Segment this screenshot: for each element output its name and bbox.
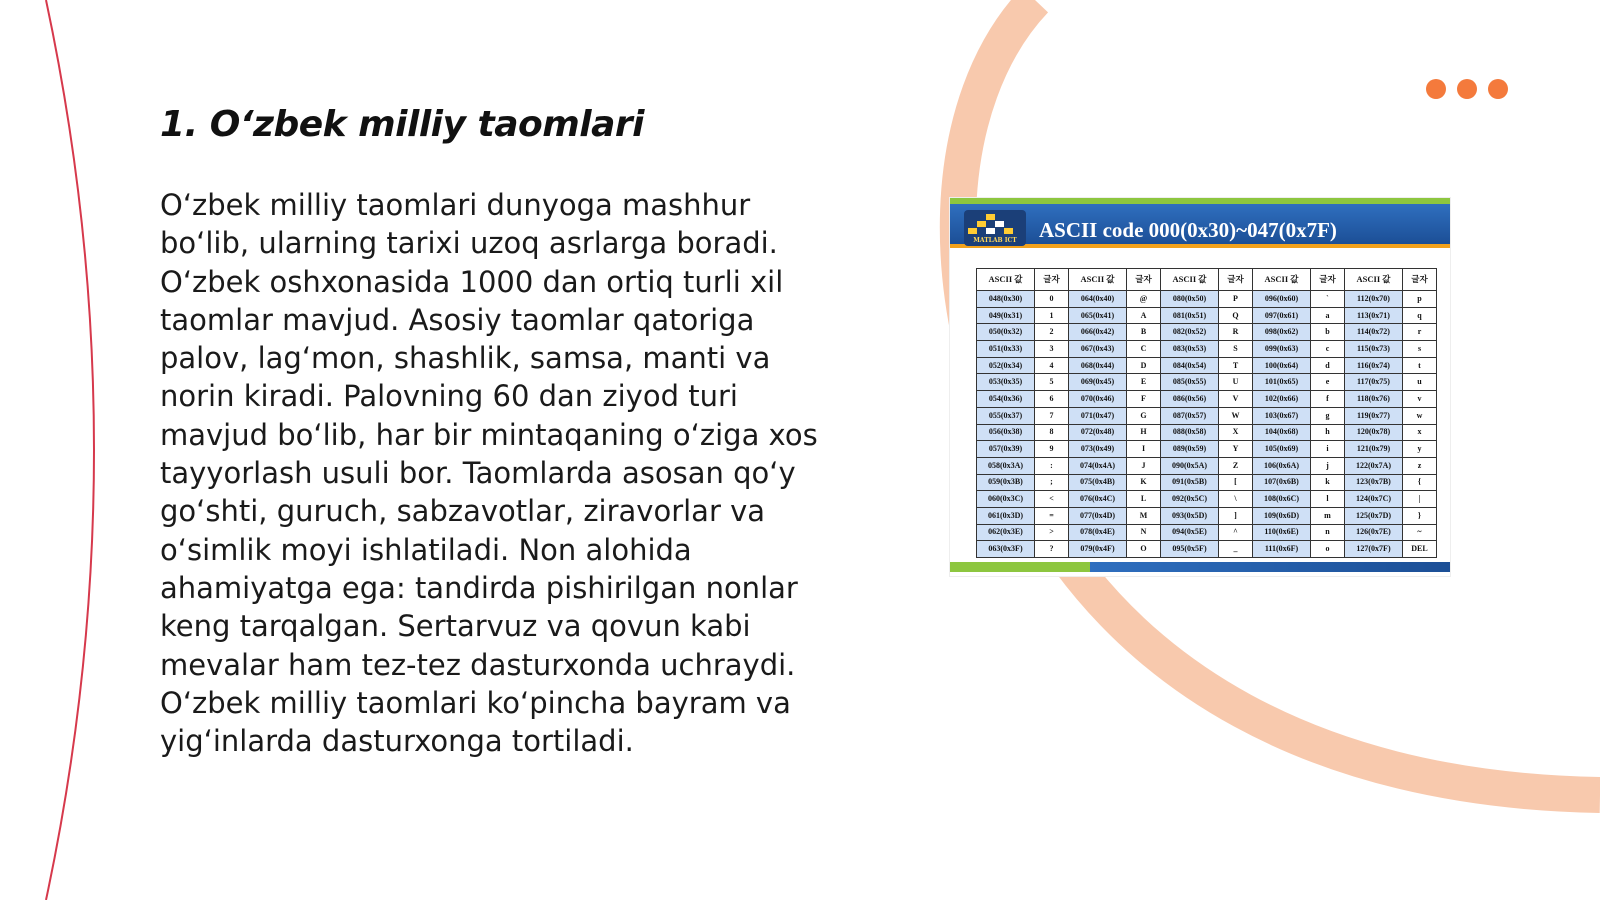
table-cell: 9 [1035,441,1069,458]
table-cell: 103(0x67) [1253,407,1311,424]
table-row [977,407,1437,424]
table-cell: 105(0x69) [1253,441,1311,458]
table-row [977,357,1437,374]
table-cell: n [1311,524,1345,541]
table-cell: 050(0x32) [977,324,1035,341]
table-cell: 084(0x54) [1161,357,1219,374]
table-cell: 1 [1035,307,1069,324]
table-cell: 067(0x43) [1069,341,1127,358]
table-cell: 065(0x41) [1069,307,1127,324]
table-cell: q [1403,307,1437,324]
table-header-cell: ASCII 값 [977,269,1035,291]
table-cell: 068(0x44) [1069,357,1127,374]
table-row [977,457,1437,474]
table-cell: z [1403,457,1437,474]
dot-icon [1488,79,1508,99]
table-cell: T [1219,357,1253,374]
table-cell: 0 [1035,291,1069,308]
image-title: ASCII code 000(0x30)~047(0x7F) [1039,218,1337,242]
table-cell: 123(0x7B) [1345,474,1403,491]
table-cell: 070(0x46) [1069,391,1127,408]
table-cell: 063(0x3F) [977,541,1035,558]
table-cell: e [1311,374,1345,391]
table-row [977,374,1437,391]
table-cell: } [1403,507,1437,524]
table-cell: \ [1219,491,1253,508]
table-cell: I [1127,441,1161,458]
table-cell: G [1127,407,1161,424]
table-cell: 076(0x4C) [1069,491,1127,508]
table-header-cell: 글자 [1035,269,1069,291]
table-cell: 073(0x49) [1069,441,1127,458]
table-header-cell: ASCII 값 [1345,269,1403,291]
table-cell: [ [1219,474,1253,491]
table-cell: 053(0x35) [977,374,1035,391]
table-cell: 122(0x7A) [1345,457,1403,474]
table-cell: ] [1219,507,1253,524]
table-cell: b [1311,324,1345,341]
table-cell: a [1311,307,1345,324]
table-cell: s [1403,341,1437,358]
table-cell: 078(0x4E) [1069,524,1127,541]
table-cell: B [1127,324,1161,341]
table-cell: o [1311,541,1345,558]
image-header-bar [950,204,1450,248]
table-cell: 096(0x60) [1253,291,1311,308]
table-cell: 106(0x6A) [1253,457,1311,474]
table-cell: h [1311,424,1345,441]
table-cell: R [1219,324,1253,341]
table-cell: 119(0x77) [1345,407,1403,424]
table-cell: 108(0x6C) [1253,491,1311,508]
table-cell: Z [1219,457,1253,474]
table-cell: 069(0x45) [1069,374,1127,391]
table-cell: 100(0x64) [1253,357,1311,374]
table-cell: 110(0x6E) [1253,524,1311,541]
table-cell: C [1127,341,1161,358]
table-cell: A [1127,307,1161,324]
table-cell: 120(0x78) [1345,424,1403,441]
slide-title: 1. O‘zbek milliy taomlari [160,104,644,145]
table-cell: { [1403,474,1437,491]
table-cell: K [1127,474,1161,491]
table-cell: ~ [1403,524,1437,541]
table-cell: M [1127,507,1161,524]
table-cell: 101(0x65) [1253,374,1311,391]
table-row [977,324,1437,341]
table-cell: 087(0x57) [1161,407,1219,424]
table-row [977,491,1437,508]
table-header-cell: ASCII 값 [1253,269,1311,291]
table-cell: 081(0x51) [1161,307,1219,324]
table-cell: 115(0x73) [1345,341,1403,358]
table-cell: 3 [1035,341,1069,358]
table-row [977,341,1437,358]
table-cell: 095(0x5F) [1161,541,1219,558]
table-cell: U [1219,374,1253,391]
table-cell: 111(0x6F) [1253,541,1311,558]
table-cell: 055(0x37) [977,407,1035,424]
table-cell: DEL [1403,541,1437,558]
table-cell: @ [1127,291,1161,308]
table-header-cell: 글자 [1403,269,1437,291]
table-cell: w [1403,407,1437,424]
table-cell: v [1403,391,1437,408]
table-cell: x [1403,424,1437,441]
table-cell: Q [1219,307,1253,324]
table-cell: 4 [1035,357,1069,374]
table-cell: : [1035,457,1069,474]
table-cell: 092(0x5C) [1161,491,1219,508]
table-cell: X [1219,424,1253,441]
table-cell: 113(0x71) [1345,307,1403,324]
table-cell: 104(0x68) [1253,424,1311,441]
table-cell: 060(0x3C) [977,491,1035,508]
table-cell: 075(0x4B) [1069,474,1127,491]
table-row [977,524,1437,541]
table-cell: 126(0x7E) [1345,524,1403,541]
table-cell: y [1403,441,1437,458]
table-cell: 077(0x4D) [1069,507,1127,524]
table-cell: S [1219,341,1253,358]
table-cell: 080(0x50) [1161,291,1219,308]
table-cell: D [1127,357,1161,374]
table-cell: 5 [1035,374,1069,391]
table-cell: 116(0x74) [1345,357,1403,374]
table-cell: 090(0x5A) [1161,457,1219,474]
left-red-line [46,0,94,900]
table-cell: H [1127,424,1161,441]
table-cell: 107(0x6B) [1253,474,1311,491]
table-row [977,474,1437,491]
table-cell: l [1311,491,1345,508]
table-cell: ? [1035,541,1069,558]
table-header-cell: ASCII 값 [1161,269,1219,291]
table-cell: 062(0x3E) [977,524,1035,541]
ascii-table [976,268,1437,558]
table-cell: 094(0x5E) [1161,524,1219,541]
dot-icon [1457,79,1477,99]
table-cell: 7 [1035,407,1069,424]
table-cell: r [1403,324,1437,341]
table-cell: W [1219,407,1253,424]
image-footer-bar [950,562,1450,572]
table-cell: 079(0x4F) [1069,541,1127,558]
table-cell: j [1311,457,1345,474]
table-cell: 083(0x53) [1161,341,1219,358]
table-cell: 052(0x34) [977,357,1035,374]
table-cell: E [1127,374,1161,391]
table-cell: f [1311,391,1345,408]
table-cell: V [1219,391,1253,408]
table-cell: ` [1311,291,1345,308]
table-cell: 121(0x79) [1345,441,1403,458]
table-cell: F [1127,391,1161,408]
table-cell: i [1311,441,1345,458]
table-cell: 061(0x3D) [977,507,1035,524]
table-header-cell: 글자 [1219,269,1253,291]
dot-icon [1426,79,1446,99]
table-cell: O [1127,541,1161,558]
table-cell: 058(0x3A) [977,457,1035,474]
table-cell: 089(0x59) [1161,441,1219,458]
table-cell: L [1127,491,1161,508]
table-row [977,291,1437,308]
table-cell: g [1311,407,1345,424]
table-cell: 102(0x66) [1253,391,1311,408]
table-cell: 093(0x5D) [1161,507,1219,524]
table-cell: P [1219,291,1253,308]
logo-text: MATLAB ICT [973,237,1017,244]
table-cell: ; [1035,474,1069,491]
table-cell: 118(0x76) [1345,391,1403,408]
table-cell: ^ [1219,524,1253,541]
table-cell: d [1311,357,1345,374]
table-cell: 124(0x7C) [1345,491,1403,508]
table-cell: J [1127,457,1161,474]
table-cell: _ [1219,541,1253,558]
table-row [977,391,1437,408]
table-row [977,541,1437,558]
table-cell: 8 [1035,424,1069,441]
table-cell: 057(0x39) [977,441,1035,458]
table-cell: 2 [1035,324,1069,341]
table-cell: u [1403,374,1437,391]
table-cell: < [1035,491,1069,508]
table-cell: > [1035,524,1069,541]
table-cell: 049(0x31) [977,307,1035,324]
table-cell: 088(0x58) [1161,424,1219,441]
table-cell: k [1311,474,1345,491]
table-cell: t [1403,357,1437,374]
table-cell: N [1127,524,1161,541]
table-cell: 109(0x6D) [1253,507,1311,524]
table-cell: 112(0x70) [1345,291,1403,308]
table-cell: 071(0x47) [1069,407,1127,424]
table-row [977,307,1437,324]
table-cell: 064(0x40) [1069,291,1127,308]
table-cell: 082(0x52) [1161,324,1219,341]
table-cell: m [1311,507,1345,524]
table-cell: 066(0x42) [1069,324,1127,341]
table-cell: | [1403,491,1437,508]
table-cell: 054(0x36) [977,391,1035,408]
table-cell: 091(0x5B) [1161,474,1219,491]
table-cell: 127(0x7F) [1345,541,1403,558]
table-cell: 097(0x61) [1253,307,1311,324]
table-cell: 085(0x55) [1161,374,1219,391]
table-header-cell: 글자 [1311,269,1345,291]
table-cell: 072(0x48) [1069,424,1127,441]
table-cell: 6 [1035,391,1069,408]
table-cell: 099(0x63) [1253,341,1311,358]
table-cell: = [1035,507,1069,524]
table-header-cell: 글자 [1127,269,1161,291]
table-cell: 059(0x3B) [977,474,1035,491]
table-row [977,441,1437,458]
table-cell: 056(0x38) [977,424,1035,441]
table-cell: 051(0x33) [977,341,1035,358]
slide-body-text: O‘zbek milliy taomlari dunyoga mashhur bo‘lib, ularning tarixi uzoq asrlarga boradi. O‘zbek oshxonasida 1000 dan ortiq turli xil taomlar mavjud. Asosiy taomlar qatoriga palov, lag‘mon, shashlik, samsa, manti va norin kiradi. Palovning 60 dan ziyod turi mavjud bo‘lib, har bir mintaqaning o‘ziga xos tayyorlash usuli bor. Taomlarda asosan qo‘y go‘shti, guruch, sabzavotlar, ziravorlar va o‘simlik moyi ishlatiladi. Non alohida ahamiyatga ega: tandirda pishirilgan nonlar keng tarqalgan. Sertarvuz va qovun kabi mevalar ham tez-tez dasturxonda uchraydi. O‘zbek milliy taomlari ko‘pincha bayram va yig‘inlarda dasturxonga tortiladi. [160,188,818,759]
table-cell: 114(0x72) [1345,324,1403,341]
table-row [977,507,1437,524]
table-cell: 074(0x4A) [1069,457,1127,474]
table-cell: Y [1219,441,1253,458]
dots-menu-icon [1426,79,1508,99]
table-cell: 048(0x30) [977,291,1035,308]
table-cell: 098(0x62) [1253,324,1311,341]
table-row [977,424,1437,441]
table-header-cell: ASCII 값 [1069,269,1127,291]
table-cell: c [1311,341,1345,358]
table-cell: p [1403,291,1437,308]
ascii-table-image [950,198,1450,576]
table-cell: 086(0x56) [1161,391,1219,408]
table-cell: 125(0x7D) [1345,507,1403,524]
table-cell: 117(0x75) [1345,374,1403,391]
